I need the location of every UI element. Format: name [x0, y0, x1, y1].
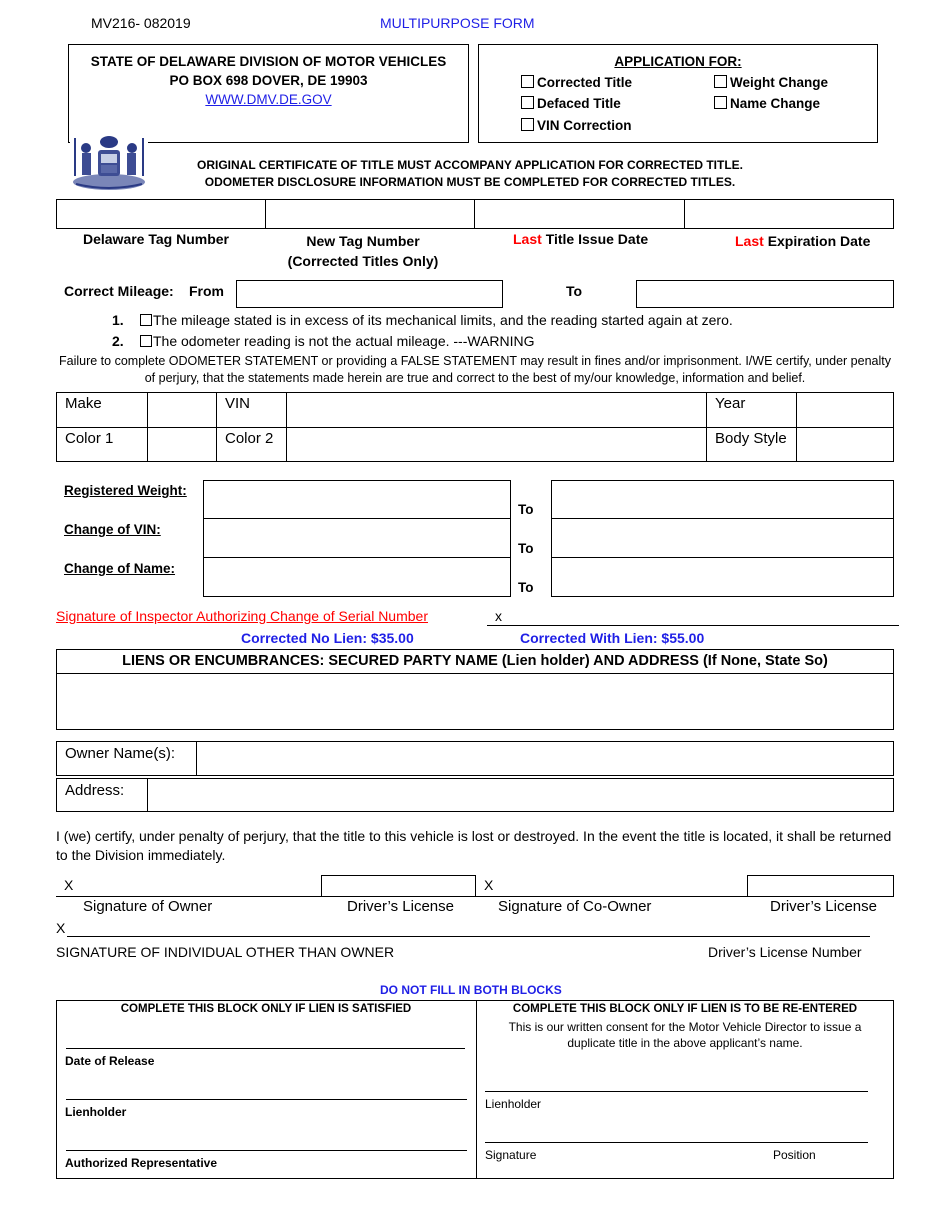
inspector-signature-label: Signature of Inspector Authorizing Change of Serial Number: [56, 608, 428, 624]
odometer-warning: Failure to complete ODOMETER STATEMENT or providing a FALSE STATEMENT may result in fines and/or imprisonment. I/WE certify, under penalty of perjury, that the statements made herein are true and correct to the best of my/our knowledge, information and belief.: [59, 354, 891, 385]
other-signature-line[interactable]: [67, 936, 870, 937]
mileage-from-input[interactable]: [236, 280, 503, 308]
lien-satisfied-title: COMPLETE THIS BLOCK ONLY IF LIEN IS SATISFIED: [120, 1003, 412, 1015]
form-type: MULTIPURPOSE FORM: [380, 15, 535, 31]
option-defaced-title[interactable]: Defaced Title: [521, 96, 621, 111]
liens-input[interactable]: [57, 674, 893, 729]
title-issue-date-input[interactable]: [475, 200, 683, 228]
date-of-release-label: Date of Release: [65, 1054, 155, 1068]
fee-with-lien: Corrected With Lien: $55.00: [520, 630, 705, 646]
other-individual-label: SIGNATURE OF INDIVIDUAL OTHER THAN OWNER: [56, 944, 395, 960]
consent-text: This is our written consent for the Motor Vehicle Director to issue a duplicate title in the above applicant’s name.: [508, 1020, 862, 1050]
odometer-item-2-number: 2.: [112, 333, 124, 349]
owner-name-input[interactable]: [197, 742, 893, 775]
lien-reentered-title: COMPLETE THIS BLOCK ONLY IF LIEN IS TO BE RE-ENTERED: [512, 1003, 858, 1015]
fee-no-lien: Corrected No Lien: $35.00: [241, 630, 414, 646]
color1-label: Color 1: [57, 428, 148, 462]
expiration-date-label: Last Expiration Date: [735, 233, 871, 249]
color2-label: Color 2: [217, 428, 287, 462]
agency-name: STATE OF DELAWARE DIVISION OF MOTOR VEHICLES: [90, 54, 447, 69]
inspector-signature-line[interactable]: [487, 625, 899, 626]
weight-change-checkbox[interactable]: [714, 75, 727, 88]
delaware-tag-label: Delaware Tag Number: [82, 231, 229, 247]
option-weight-change[interactable]: Weight Change: [714, 75, 828, 90]
co-owner-license-input[interactable]: [747, 875, 894, 897]
authorized-rep-label: Authorized Representative: [65, 1156, 218, 1170]
weight-to-input[interactable]: [552, 481, 893, 518]
body-style-label: Body Style: [707, 428, 797, 462]
mileage-to-label: To: [566, 283, 583, 299]
mechanical-limit-checkbox[interactable]: [140, 314, 152, 326]
address-input[interactable]: [148, 779, 893, 811]
change-of-name-label: Change of Name:: [64, 561, 176, 576]
mileage-from-label: From: [189, 283, 224, 299]
body-style-input[interactable]: [797, 428, 894, 462]
weight-from-input[interactable]: [204, 481, 510, 518]
notice: [150, 157, 790, 191]
co-owner-license-label: Driver’s License: [770, 898, 877, 915]
liens-box: [56, 649, 894, 730]
delaware-seal-icon: [70, 130, 148, 192]
color2-input[interactable]: [287, 428, 707, 462]
signature-position-line[interactable]: [485, 1142, 868, 1143]
not-actual-mileage-checkbox[interactable]: [140, 335, 152, 347]
agency-box: [68, 44, 469, 143]
registered-weight-label: Registered Weight:: [64, 483, 187, 498]
delaware-tag-input[interactable]: [57, 200, 264, 228]
inspector-x-mark: x: [495, 608, 502, 624]
date-of-release-line[interactable]: [66, 1048, 465, 1049]
right-lienholder-label: Lienholder: [485, 1097, 542, 1111]
vin-input[interactable]: [287, 393, 707, 428]
weight-to-label: To: [518, 502, 534, 517]
lienholder-line[interactable]: [66, 1099, 467, 1100]
notice-line-2: ODOMETER DISCLOSURE INFORMATION MUST BE COMPLETED FOR CORRECTED TITLES.: [204, 175, 736, 189]
corrected-title-checkbox[interactable]: [521, 75, 534, 88]
odometer-item-1[interactable]: The mileage stated is in excess of its mechanical limits, and the reading started again at zero.: [140, 312, 733, 328]
year-input[interactable]: [797, 393, 894, 428]
name-to-label: To: [518, 580, 534, 595]
license-number-label: Driver’s License Number: [708, 944, 862, 960]
color1-input[interactable]: [148, 428, 217, 462]
vin-to-input[interactable]: [552, 519, 893, 556]
name-change-checkbox[interactable]: [714, 96, 727, 109]
co-owner-signature-line[interactable]: [476, 896, 748, 897]
make-label: Make: [57, 393, 148, 428]
address-label: Address:: [65, 782, 125, 799]
agency-address: PO BOX 698 DOVER, DE 19903: [169, 73, 368, 88]
owner-signature-label: Signature of Owner: [83, 898, 213, 915]
liens-header: LIENS OR ENCUMBRANCES: SECURED PARTY NAME (Lien holder) AND ADDRESS (If None, State So): [57, 650, 893, 674]
other-signature-x: X: [56, 920, 66, 936]
owner-signature-line[interactable]: [56, 896, 321, 897]
title-issue-date-label: Last Title Issue Date: [513, 231, 649, 247]
owner-license-label: Driver’s License: [347, 898, 454, 915]
right-lienholder-line[interactable]: [485, 1091, 868, 1092]
application-title: APPLICATION FOR:: [614, 54, 742, 69]
application-box: [478, 44, 878, 143]
mileage-to-input[interactable]: [636, 280, 894, 308]
position-label: Position: [773, 1148, 816, 1162]
do-not-fill-both-warning: DO NOT FILL IN BOTH BLOCKS: [380, 983, 562, 997]
owner-signature-x: X: [64, 877, 74, 893]
co-owner-signature-x: X: [484, 877, 494, 893]
vin-correction-checkbox[interactable]: [521, 118, 534, 131]
name-to-input[interactable]: [552, 558, 893, 596]
option-name-change[interactable]: Name Change: [714, 96, 820, 111]
vin-from-input[interactable]: [204, 519, 510, 556]
owner-name-row: [56, 741, 894, 776]
lienholder-label: Lienholder: [65, 1105, 127, 1119]
owner-license-input[interactable]: [321, 875, 476, 897]
year-label: Year: [707, 393, 797, 428]
owner-name-label: Owner Name(s):: [65, 745, 176, 762]
address-row: [56, 778, 894, 812]
notice-line-1: ORIGINAL CERTIFICATE OF TITLE MUST ACCOMPANY APPLICATION FOR CORRECTED TITLE.: [197, 158, 743, 172]
lost-title-certification: I (we) certify, under penalty of perjury, that the title to this vehicle is lost or destroyed. In the event the title is located, it shall be returned to the Division immediately.: [56, 828, 892, 863]
option-vin-correction[interactable]: VIN Correction: [521, 118, 632, 133]
new-tag-label: New Tag Number (Corrected Titles Only): [287, 233, 439, 269]
change-of-vin-label: Change of VIN:: [64, 522, 161, 537]
expiration-date-input[interactable]: [685, 200, 893, 228]
website-link[interactable]: WWW.DMV.DE.GOV: [205, 92, 332, 107]
odometer-item-1-number: 1.: [112, 312, 124, 328]
vin-to-label: To: [518, 541, 534, 556]
co-owner-signature-label: Signature of Co-Owner: [498, 898, 652, 915]
vehicle-table: [56, 392, 894, 462]
odometer-item-2[interactable]: The odometer reading is not the actual mileage. ---WARNING: [140, 333, 535, 349]
authorized-rep-line[interactable]: [66, 1150, 467, 1151]
mileage-label: Correct Mileage:: [64, 283, 174, 299]
form-number: MV216- 082019: [91, 15, 191, 31]
name-from-input[interactable]: [204, 558, 510, 596]
signature-label: Signature: [485, 1148, 537, 1162]
option-corrected-title[interactable]: Corrected Title: [521, 75, 632, 90]
defaced-title-checkbox[interactable]: [521, 96, 534, 109]
vin-label: VIN: [217, 393, 287, 428]
make-input[interactable]: [148, 393, 217, 428]
new-tag-input[interactable]: [266, 200, 473, 228]
